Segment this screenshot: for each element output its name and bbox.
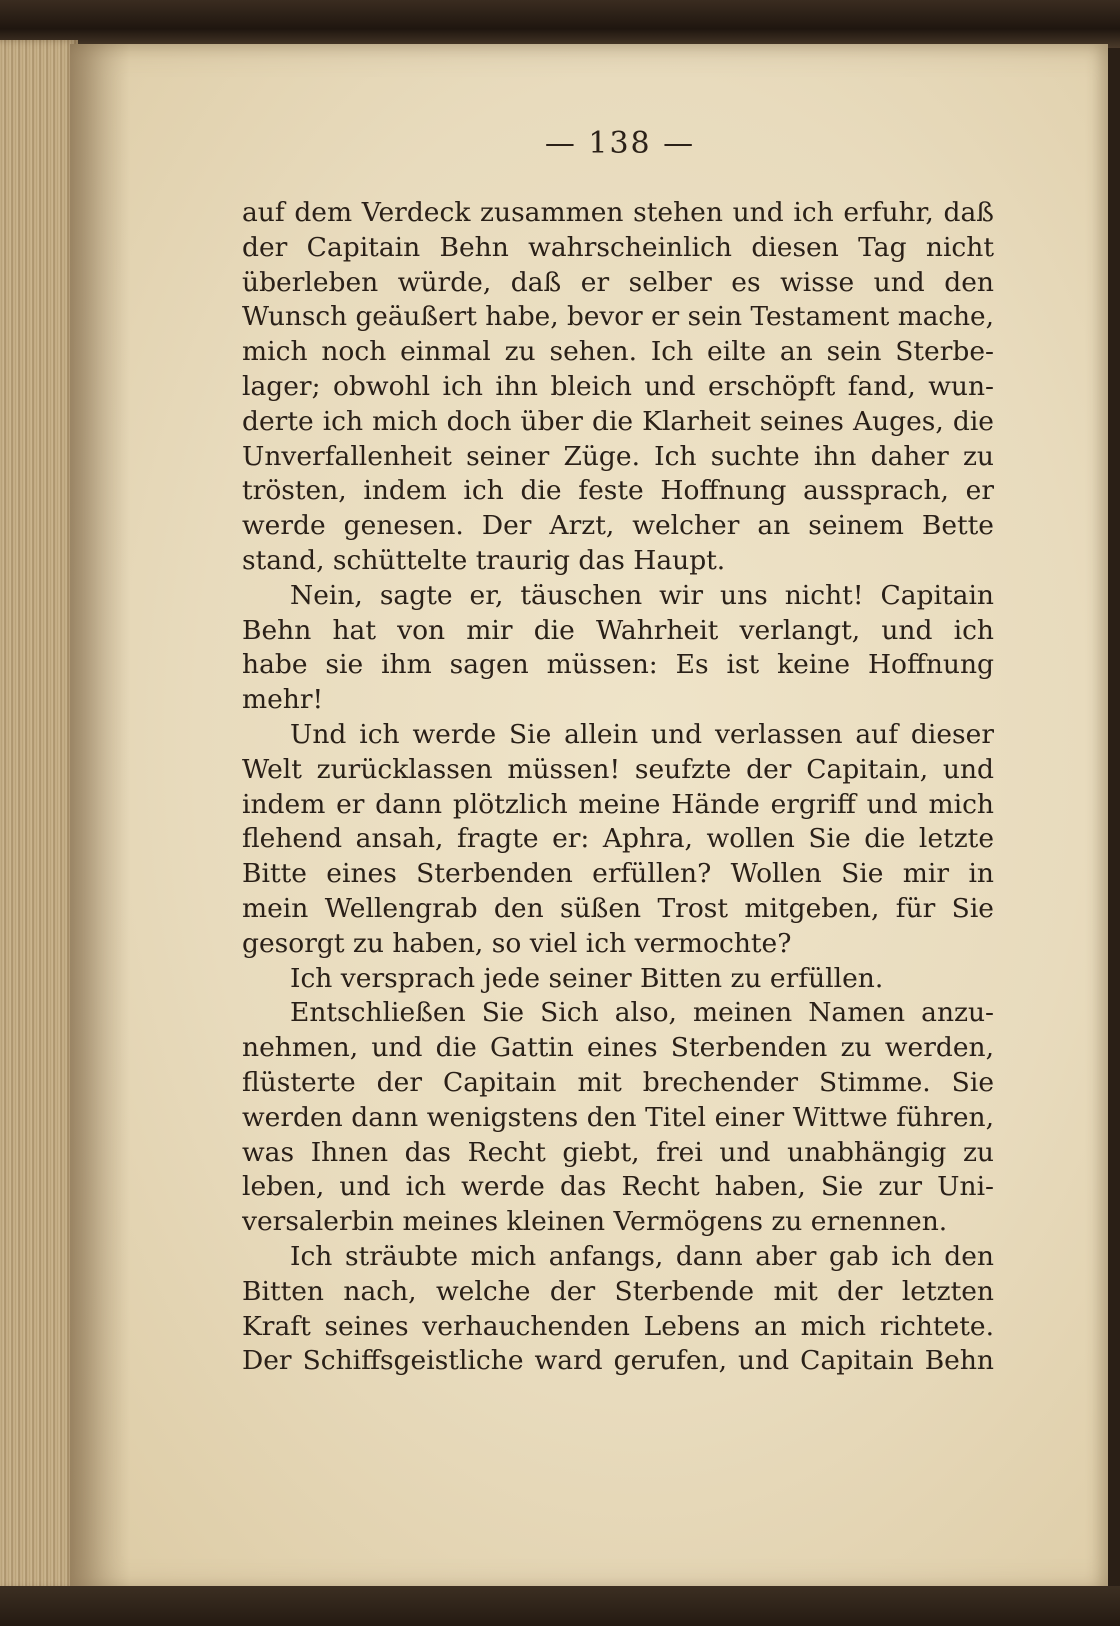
text-line: werden dann wenigstens den Titel einer Wittwe führen,	[242, 1101, 994, 1133]
text-line: Bitte eines Sterbenden erfüllen? Wollen Sie mir in	[242, 858, 994, 890]
text-line: mein Wellengrab den süßen Trost mitgeben, für Sie	[242, 892, 994, 924]
page-stack-edge	[0, 40, 78, 1590]
text-line: werde genesen. Der Arzt, welcher an seinem Bette	[242, 510, 994, 542]
text-line: Wunsch geäußert habe, bevor er sein Testament mache,	[242, 302, 994, 333]
text-line: Der Schiffsgeistliche ward gerufen, und Capitain Behn	[242, 1345, 994, 1377]
body-text	[242, 196, 994, 1379]
text-line: Kraft seines verhauchenden Lebens an mich richtete.	[242, 1310, 994, 1342]
text-line: Nein, sagte er, täuschen wir uns nicht! Capitain	[290, 579, 994, 611]
book-bottom-edge	[0, 1586, 1120, 1626]
text-line: lager; obwohl ich ihn bleich und erschöpft fand, wun-	[242, 370, 994, 402]
page-number: — 138 —	[544, 126, 696, 161]
text-line: Ich versprach jede seiner Bitten zu erfüllen.	[290, 962, 884, 994]
text-line: habe sie ihm sagen müssen: Es ist keine Hoffnung	[242, 649, 994, 681]
text-line: indem er dann plötzlich meine Hände ergriff und mich	[242, 788, 994, 820]
text-line: überleben würde, daß er selber es wisse und den	[242, 266, 994, 298]
text-line: Entschließen Sie Sich also, meinen Namen anzu-	[290, 997, 994, 1029]
text-line: flüsterte der Capitain mit brechender Stimme. Sie	[242, 1066, 994, 1098]
text-line: mehr!	[242, 684, 324, 716]
text-line: nehmen, und die Gattin eines Sterbenden zu werden,	[242, 1032, 994, 1064]
text-line: Bitten nach, welche der Sterbende mit der letzten	[242, 1275, 994, 1307]
text-line: was Ihnen das Recht giebt, frei und unabhängig zu	[242, 1136, 994, 1168]
text-line: versalerbin meines kleinen Vermögens zu ernennen.	[242, 1206, 948, 1238]
text-line: Welt zurücklassen müssen! seufzte der Capitain, und	[242, 753, 994, 785]
gutter-shadow	[70, 44, 130, 1592]
text-line: derte ich mich doch über die Klarheit seines Auges, die	[242, 405, 994, 437]
text-line: gesorgt zu haben, so viel ich vermochte?	[242, 927, 792, 959]
book-top-edge	[0, 0, 1120, 48]
text-line: mich noch einmal zu sehen. Ich eilte an sein Sterbe-	[242, 336, 994, 368]
text-line: trösten, indem ich die feste Hoffnung aussprach, er	[242, 475, 994, 507]
text-line: flehend ansah, fragte er: Aphra, wollen Sie die letzte	[242, 823, 994, 855]
text-line: leben, und ich werde das Recht haben, Sie zur Uni-	[242, 1171, 994, 1203]
text-line: der Capitain Behn wahrscheinlich diesen Tag nicht	[242, 231, 994, 263]
text-line: Behn hat von mir die Wahrheit verlangt, und ich	[242, 614, 994, 646]
text-line: Unverfallenheit seiner Züge. Ich suchte ihn daher zu	[242, 440, 994, 472]
text-line: stand, schüttelte traurig das Haupt.	[242, 544, 726, 576]
text-line: Ich sträubte mich anfangs, dann aber gab ich den	[290, 1240, 994, 1272]
text-line: auf dem Verdeck zusammen stehen und ich erfuhr, daß	[242, 197, 994, 228]
text-line: Und ich werde Sie allein und verlassen auf dieser	[290, 718, 994, 750]
